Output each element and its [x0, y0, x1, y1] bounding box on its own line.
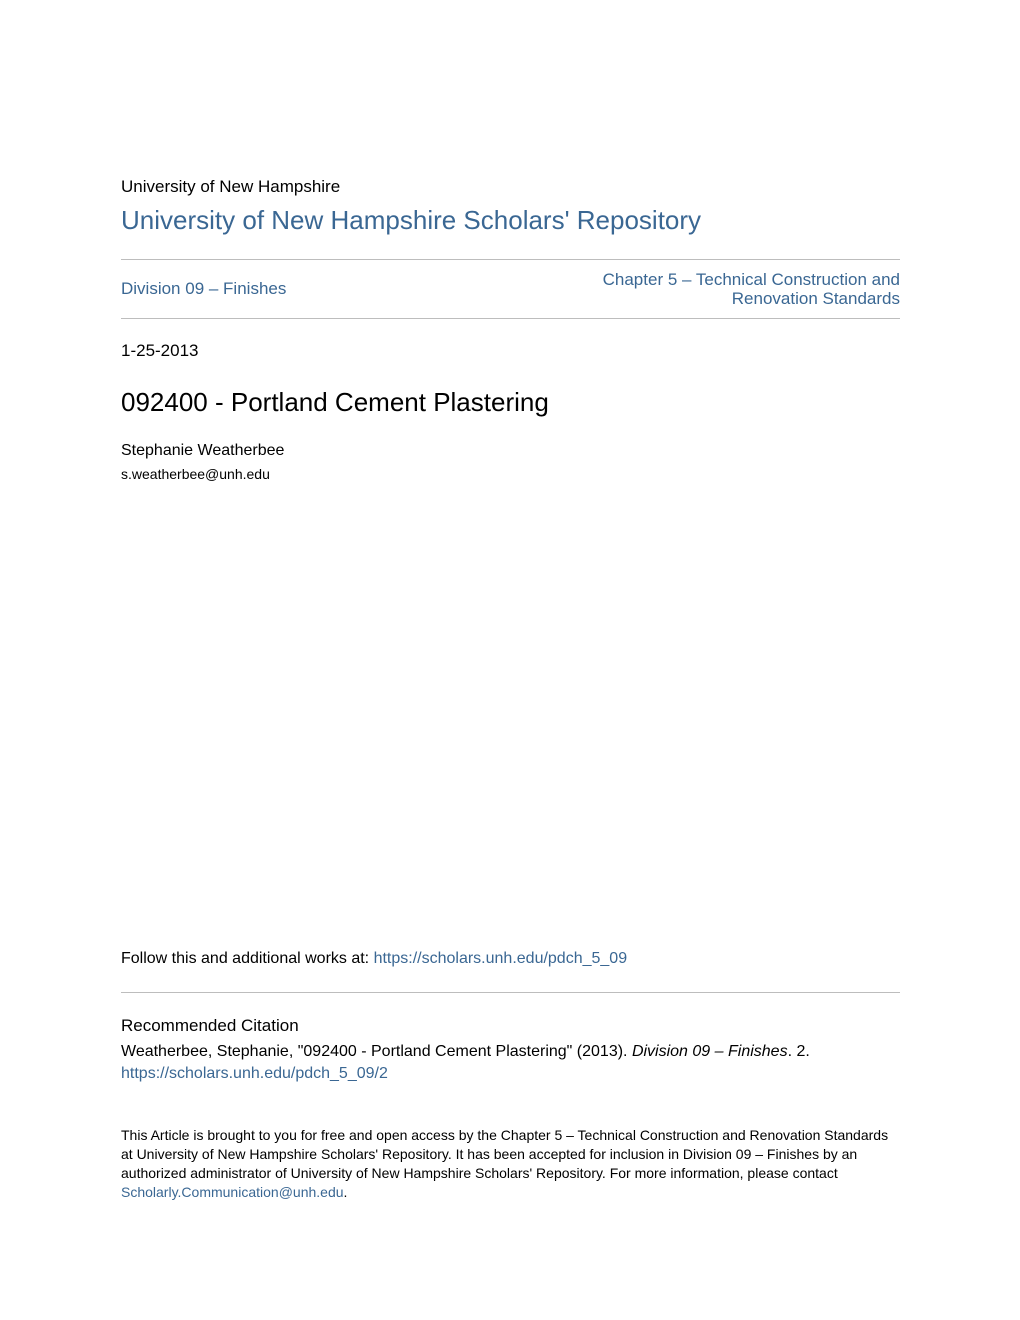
article-title: 092400 - Portland Cement Plastering [121, 387, 549, 417]
citation-url-link[interactable]: https://scholars.unh.edu/pdch_5_09/2 [121, 1065, 388, 1082]
access-note [121, 1126, 901, 1202]
citation-divider [121, 992, 900, 993]
chapter-link-line2[interactable]: Renovation Standards [731, 289, 900, 308]
author-email: s.weatherbee@unh.edu [121, 466, 270, 482]
citation-heading: Recommended Citation [121, 1016, 299, 1035]
citation-collection: Division 09 – Finishes [631, 1043, 788, 1060]
citation-prefix: Weatherbee, Stephanie, "092400 - Portland Cement Plastering" (2013). [121, 1043, 632, 1060]
publication-date: 1-25-2013 [121, 341, 199, 360]
division-link[interactable]: Division 09 – Finishes [121, 279, 287, 298]
chapter-link[interactable] [540, 270, 900, 308]
repository-link[interactable]: University of New Hampshire Scholars' Repository [121, 205, 702, 235]
chapter-link-line1[interactable]: Chapter 5 – Technical Construction and [602, 270, 900, 289]
nav-divider [121, 318, 900, 319]
contact-email-link[interactable]: Scholarly.Communication@unh.edu [121, 1184, 344, 1200]
author-name: Stephanie Weatherbee [121, 442, 285, 459]
institution-name: University of New Hampshire [121, 177, 341, 196]
citation-text [121, 1041, 901, 1085]
top-divider [121, 259, 900, 260]
follow-label: Follow this and additional works at: [121, 950, 374, 967]
follow-url-link[interactable]: https://scholars.unh.edu/pdch_5_09 [373, 950, 628, 967]
access-note-text: This Article is brought to you for free and open access by the Chapter 5 – Technical Construction and Renovation Standards at University of New Hampshire Scholars' Repository. It has been accepted for inclusion in Division 09 – Finishes by an authorized administrator of University of New Hampshire Scholars' Repository. For more information, please contact [121, 1127, 889, 1181]
citation-suffix: . 2. [787, 1043, 810, 1060]
follow-line [121, 950, 627, 968]
access-note-end: . [343, 1184, 348, 1200]
